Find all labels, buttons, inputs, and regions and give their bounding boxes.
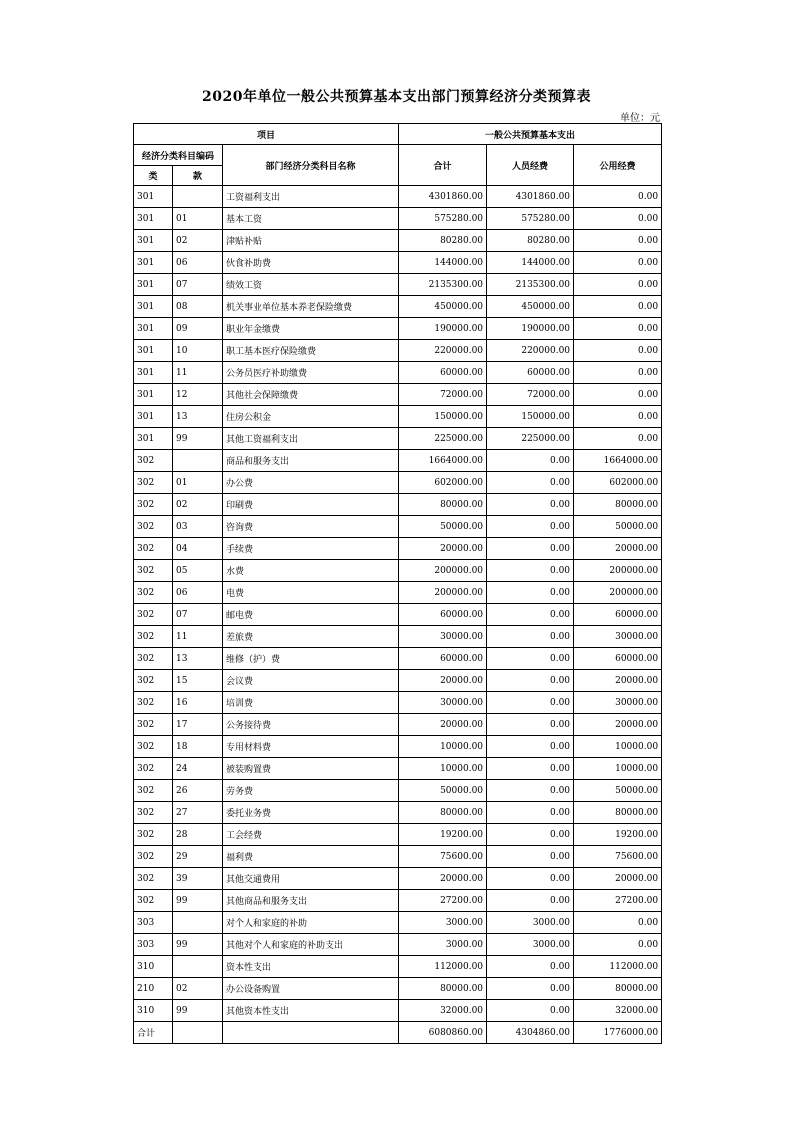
cell-public: 50000.00 — [574, 780, 662, 802]
cell-personnel: 2135300.00 — [487, 274, 574, 296]
cell-personnel: 4304860.00 — [487, 1022, 574, 1044]
cell-name: 其他社会保障缴费 — [223, 384, 399, 406]
cell-name: 培训费 — [223, 692, 399, 714]
cell-kuan: 08 — [173, 296, 223, 318]
cell-kuan — [173, 450, 223, 472]
cell-kuan — [173, 186, 223, 208]
cell-personnel: 0.00 — [487, 868, 574, 890]
cell-total: 10000.00 — [399, 736, 487, 758]
cell-name: 工会经费 — [223, 824, 399, 846]
cell-public: 80000.00 — [574, 802, 662, 824]
cell-public: 75600.00 — [574, 846, 662, 868]
cell-public: 0.00 — [574, 230, 662, 252]
cell-total: 575280.00 — [399, 208, 487, 230]
cell-public: 0.00 — [574, 296, 662, 318]
cell-public: 0.00 — [574, 384, 662, 406]
cell-personnel: 0.00 — [487, 582, 574, 604]
cell-lei: 302 — [134, 868, 173, 890]
cell-kuan: 07 — [173, 274, 223, 296]
table-row — [134, 692, 662, 714]
cell-total: 2135300.00 — [399, 274, 487, 296]
table-row — [134, 494, 662, 516]
cell-total: 80280.00 — [399, 230, 487, 252]
cell-kuan: 27 — [173, 802, 223, 824]
cell-personnel: 0.00 — [487, 604, 574, 626]
cell-total: 60000.00 — [399, 648, 487, 670]
cell-kuan: 28 — [173, 824, 223, 846]
cell-kuan: 18 — [173, 736, 223, 758]
table-row — [134, 824, 662, 846]
cell-name: 商品和服务支出 — [223, 450, 399, 472]
cell-public: 19200.00 — [574, 824, 662, 846]
cell-name: 机关事业单位基本养老保险缴费 — [223, 296, 399, 318]
cell-name: 其他商品和服务支出 — [223, 890, 399, 912]
cell-lei: 310 — [134, 1000, 173, 1022]
table-row — [134, 802, 662, 824]
cell-personnel: 3000.00 — [487, 912, 574, 934]
cell-kuan: 99 — [173, 890, 223, 912]
cell-personnel: 0.00 — [487, 494, 574, 516]
header-public: 公用经费 — [574, 145, 662, 186]
cell-name: 咨询费 — [223, 516, 399, 538]
cell-lei: 310 — [134, 956, 173, 978]
cell-kuan: 99 — [173, 934, 223, 956]
cell-total: 27200.00 — [399, 890, 487, 912]
table-row — [134, 582, 662, 604]
cell-personnel: 0.00 — [487, 802, 574, 824]
cell-lei: 301 — [134, 406, 173, 428]
cell-personnel: 0.00 — [487, 824, 574, 846]
cell-lei: 301 — [134, 230, 173, 252]
cell-lei: 301 — [134, 318, 173, 340]
cell-name: 办公费 — [223, 472, 399, 494]
cell-kuan: 01 — [173, 472, 223, 494]
cell-lei: 210 — [134, 978, 173, 1000]
cell-lei: 合计 — [134, 1022, 173, 1044]
cell-total: 80000.00 — [399, 802, 487, 824]
table-row — [134, 230, 662, 252]
table-row — [134, 428, 662, 450]
cell-lei: 303 — [134, 934, 173, 956]
cell-kuan: 09 — [173, 318, 223, 340]
cell-lei: 301 — [134, 362, 173, 384]
cell-public: 0.00 — [574, 362, 662, 384]
table-row — [134, 186, 662, 208]
cell-name: 手续费 — [223, 538, 399, 560]
cell-lei: 302 — [134, 890, 173, 912]
cell-personnel: 0.00 — [487, 450, 574, 472]
cell-name: 电费 — [223, 582, 399, 604]
cell-kuan: 39 — [173, 868, 223, 890]
cell-total: 20000.00 — [399, 538, 487, 560]
cell-name: 邮电费 — [223, 604, 399, 626]
cell-name: 工资福利支出 — [223, 186, 399, 208]
table-row — [134, 472, 662, 494]
cell-personnel: 0.00 — [487, 736, 574, 758]
table-row — [134, 978, 662, 1000]
cell-personnel: 60000.00 — [487, 362, 574, 384]
cell-total: 220000.00 — [399, 340, 487, 362]
cell-name — [223, 1022, 399, 1044]
cell-lei: 302 — [134, 846, 173, 868]
cell-personnel: 80280.00 — [487, 230, 574, 252]
cell-public: 50000.00 — [574, 516, 662, 538]
cell-public: 0.00 — [574, 318, 662, 340]
table-row — [134, 450, 662, 472]
cell-personnel: 144000.00 — [487, 252, 574, 274]
cell-public: 0.00 — [574, 406, 662, 428]
cell-name: 津贴补贴 — [223, 230, 399, 252]
cell-total: 80000.00 — [399, 494, 487, 516]
cell-total: 3000.00 — [399, 912, 487, 934]
cell-public: 20000.00 — [574, 868, 662, 890]
cell-total: 50000.00 — [399, 780, 487, 802]
table-row — [134, 626, 662, 648]
cell-name: 其他资本性支出 — [223, 1000, 399, 1022]
cell-name: 办公设备购置 — [223, 978, 399, 1000]
cell-total: 50000.00 — [399, 516, 487, 538]
cell-public: 60000.00 — [574, 648, 662, 670]
cell-public: 0.00 — [574, 186, 662, 208]
cell-lei: 302 — [134, 582, 173, 604]
cell-name: 水费 — [223, 560, 399, 582]
cell-public: 112000.00 — [574, 956, 662, 978]
cell-total: 10000.00 — [399, 758, 487, 780]
cell-kuan: 26 — [173, 780, 223, 802]
cell-total: 80000.00 — [399, 978, 487, 1000]
cell-kuan — [173, 912, 223, 934]
cell-kuan — [173, 1022, 223, 1044]
cell-personnel: 0.00 — [487, 472, 574, 494]
cell-name: 公务员医疗补助缴费 — [223, 362, 399, 384]
cell-lei: 301 — [134, 428, 173, 450]
cell-kuan: 03 — [173, 516, 223, 538]
cell-name: 住房公积金 — [223, 406, 399, 428]
cell-personnel: 0.00 — [487, 978, 574, 1000]
cell-total: 200000.00 — [399, 560, 487, 582]
cell-name: 会议费 — [223, 670, 399, 692]
cell-kuan: 24 — [173, 758, 223, 780]
cell-kuan: 06 — [173, 252, 223, 274]
cell-total: 4301860.00 — [399, 186, 487, 208]
cell-total: 60000.00 — [399, 362, 487, 384]
cell-total: 450000.00 — [399, 296, 487, 318]
cell-kuan: 13 — [173, 648, 223, 670]
cell-kuan — [173, 956, 223, 978]
table-row — [134, 1000, 662, 1022]
cell-name: 维修（护）费 — [223, 648, 399, 670]
cell-total: 190000.00 — [399, 318, 487, 340]
cell-total: 602000.00 — [399, 472, 487, 494]
cell-public: 0.00 — [574, 912, 662, 934]
cell-name: 绩效工资 — [223, 274, 399, 296]
cell-personnel: 575280.00 — [487, 208, 574, 230]
cell-kuan: 10 — [173, 340, 223, 362]
table-row — [134, 208, 662, 230]
cell-personnel: 150000.00 — [487, 406, 574, 428]
cell-kuan: 04 — [173, 538, 223, 560]
table-row — [134, 956, 662, 978]
cell-name: 被装购置费 — [223, 758, 399, 780]
cell-name: 伙食补助费 — [223, 252, 399, 274]
header-kuan: 款 — [173, 166, 223, 186]
cell-personnel: 225000.00 — [487, 428, 574, 450]
cell-lei: 302 — [134, 450, 173, 472]
cell-lei: 302 — [134, 560, 173, 582]
cell-total: 3000.00 — [399, 934, 487, 956]
cell-personnel: 0.00 — [487, 626, 574, 648]
cell-total: 1664000.00 — [399, 450, 487, 472]
cell-total: 19200.00 — [399, 824, 487, 846]
cell-total: 30000.00 — [399, 692, 487, 714]
table-row — [134, 604, 662, 626]
cell-kuan: 05 — [173, 560, 223, 582]
cell-lei: 302 — [134, 802, 173, 824]
cell-personnel: 0.00 — [487, 1000, 574, 1022]
cell-public: 10000.00 — [574, 736, 662, 758]
table-row — [134, 648, 662, 670]
cell-lei: 302 — [134, 494, 173, 516]
cell-name: 其他交通费用 — [223, 868, 399, 890]
cell-public: 1776000.00 — [574, 1022, 662, 1044]
cell-total: 20000.00 — [399, 868, 487, 890]
cell-public: 1664000.00 — [574, 450, 662, 472]
cell-public: 0.00 — [574, 428, 662, 450]
cell-lei: 302 — [134, 472, 173, 494]
table-row — [134, 340, 662, 362]
cell-kuan: 15 — [173, 670, 223, 692]
table-row — [134, 934, 662, 956]
table-row — [134, 714, 662, 736]
cell-name: 专用材料费 — [223, 736, 399, 758]
cell-kuan: 29 — [173, 846, 223, 868]
cell-name: 其他对个人和家庭的补助支出 — [223, 934, 399, 956]
cell-kuan: 13 — [173, 406, 223, 428]
cell-personnel: 190000.00 — [487, 318, 574, 340]
table-row — [134, 758, 662, 780]
cell-total: 6080860.00 — [399, 1022, 487, 1044]
cell-lei: 302 — [134, 692, 173, 714]
cell-personnel: 0.00 — [487, 846, 574, 868]
cell-name: 对个人和家庭的补助 — [223, 912, 399, 934]
cell-personnel: 3000.00 — [487, 934, 574, 956]
cell-total: 112000.00 — [399, 956, 487, 978]
cell-total: 144000.00 — [399, 252, 487, 274]
cell-public: 32000.00 — [574, 1000, 662, 1022]
cell-personnel: 0.00 — [487, 890, 574, 912]
cell-total: 32000.00 — [399, 1000, 487, 1022]
table-row — [134, 274, 662, 296]
cell-name: 福利费 — [223, 846, 399, 868]
cell-personnel: 0.00 — [487, 956, 574, 978]
table-row — [134, 890, 662, 912]
cell-total: 20000.00 — [399, 670, 487, 692]
table-row — [134, 538, 662, 560]
cell-kuan: 01 — [173, 208, 223, 230]
table-row — [134, 912, 662, 934]
cell-personnel: 0.00 — [487, 538, 574, 560]
cell-kuan: 02 — [173, 230, 223, 252]
table-row — [134, 868, 662, 890]
cell-lei: 302 — [134, 648, 173, 670]
cell-lei: 301 — [134, 252, 173, 274]
cell-lei: 301 — [134, 274, 173, 296]
table-row — [134, 318, 662, 340]
cell-kuan: 07 — [173, 604, 223, 626]
table-row — [134, 296, 662, 318]
cell-public: 20000.00 — [574, 714, 662, 736]
cell-personnel: 220000.00 — [487, 340, 574, 362]
cell-public: 60000.00 — [574, 604, 662, 626]
cell-name: 公务接待费 — [223, 714, 399, 736]
cell-kuan: 02 — [173, 978, 223, 1000]
table-row — [134, 384, 662, 406]
cell-name: 劳务费 — [223, 780, 399, 802]
cell-kuan: 11 — [173, 362, 223, 384]
header-total: 合计 — [399, 145, 487, 186]
cell-personnel: 0.00 — [487, 560, 574, 582]
table-row — [134, 736, 662, 758]
table-row — [134, 846, 662, 868]
cell-public: 27200.00 — [574, 890, 662, 912]
table-row — [134, 406, 662, 428]
table-body — [134, 186, 662, 1044]
cell-personnel: 0.00 — [487, 758, 574, 780]
header-lei: 类 — [134, 166, 173, 186]
cell-total: 200000.00 — [399, 582, 487, 604]
cell-kuan: 17 — [173, 714, 223, 736]
cell-lei: 302 — [134, 714, 173, 736]
cell-kuan: 99 — [173, 428, 223, 450]
table-row — [134, 780, 662, 802]
cell-public: 20000.00 — [574, 538, 662, 560]
cell-public: 0.00 — [574, 934, 662, 956]
cell-lei: 301 — [134, 296, 173, 318]
cell-personnel: 450000.00 — [487, 296, 574, 318]
cell-lei: 301 — [134, 186, 173, 208]
cell-total: 30000.00 — [399, 626, 487, 648]
cell-personnel: 4301860.00 — [487, 186, 574, 208]
cell-lei: 301 — [134, 384, 173, 406]
cell-total: 150000.00 — [399, 406, 487, 428]
cell-public: 80000.00 — [574, 494, 662, 516]
table-row — [134, 252, 662, 274]
cell-name: 职工基本医疗保险缴费 — [223, 340, 399, 362]
cell-lei: 302 — [134, 758, 173, 780]
header-general-budget: 一般公共预算基本支出 — [399, 124, 662, 145]
cell-lei: 302 — [134, 604, 173, 626]
cell-name: 资本性支出 — [223, 956, 399, 978]
cell-lei: 302 — [134, 538, 173, 560]
cell-public: 30000.00 — [574, 626, 662, 648]
cell-personnel: 0.00 — [487, 516, 574, 538]
cell-kuan: 12 — [173, 384, 223, 406]
cell-public: 0.00 — [574, 340, 662, 362]
table-row — [134, 516, 662, 538]
table-row — [134, 362, 662, 384]
cell-kuan: 11 — [173, 626, 223, 648]
cell-lei: 301 — [134, 208, 173, 230]
cell-public: 10000.00 — [574, 758, 662, 780]
cell-public: 0.00 — [574, 274, 662, 296]
header-dept-name: 部门经济分类科目名称 — [223, 145, 399, 186]
table-row — [134, 1022, 662, 1044]
header-personnel: 人员经费 — [487, 145, 574, 186]
cell-personnel: 72000.00 — [487, 384, 574, 406]
unit-label: 单位：元 — [620, 113, 660, 124]
cell-public: 20000.00 — [574, 670, 662, 692]
cell-personnel: 0.00 — [487, 714, 574, 736]
cell-public: 200000.00 — [574, 560, 662, 582]
header-project: 项目 — [134, 124, 399, 145]
cell-kuan: 16 — [173, 692, 223, 714]
cell-public: 30000.00 — [574, 692, 662, 714]
cell-total: 225000.00 — [399, 428, 487, 450]
cell-lei: 302 — [134, 516, 173, 538]
cell-kuan: 99 — [173, 1000, 223, 1022]
cell-lei: 302 — [134, 824, 173, 846]
cell-kuan: 06 — [173, 582, 223, 604]
cell-public: 80000.00 — [574, 978, 662, 1000]
cell-kuan: 02 — [173, 494, 223, 516]
cell-name: 其他工资福利支出 — [223, 428, 399, 450]
header-econ-code: 经济分类科目编码 — [134, 145, 223, 166]
cell-lei: 302 — [134, 780, 173, 802]
cell-public: 200000.00 — [574, 582, 662, 604]
cell-personnel: 0.00 — [487, 670, 574, 692]
cell-lei: 301 — [134, 340, 173, 362]
cell-lei: 302 — [134, 626, 173, 648]
table-row — [134, 670, 662, 692]
cell-lei: 302 — [134, 736, 173, 758]
cell-name: 委托业务费 — [223, 802, 399, 824]
cell-public: 0.00 — [574, 208, 662, 230]
cell-name: 职业年金缴费 — [223, 318, 399, 340]
cell-name: 差旅费 — [223, 626, 399, 648]
cell-lei: 303 — [134, 912, 173, 934]
cell-total: 72000.00 — [399, 384, 487, 406]
cell-personnel: 0.00 — [487, 648, 574, 670]
cell-name: 印刷费 — [223, 494, 399, 516]
cell-public: 0.00 — [574, 252, 662, 274]
cell-total: 60000.00 — [399, 604, 487, 626]
cell-personnel: 0.00 — [487, 780, 574, 802]
budget-table — [133, 123, 662, 1044]
cell-total: 75600.00 — [399, 846, 487, 868]
cell-public: 602000.00 — [574, 472, 662, 494]
cell-name: 基本工资 — [223, 208, 399, 230]
page-title: 2020年单位一般公共预算基本支出部门预算经济分类预算表 — [202, 89, 591, 105]
cell-lei: 302 — [134, 670, 173, 692]
table-row — [134, 560, 662, 582]
cell-total: 20000.00 — [399, 714, 487, 736]
cell-personnel: 0.00 — [487, 692, 574, 714]
